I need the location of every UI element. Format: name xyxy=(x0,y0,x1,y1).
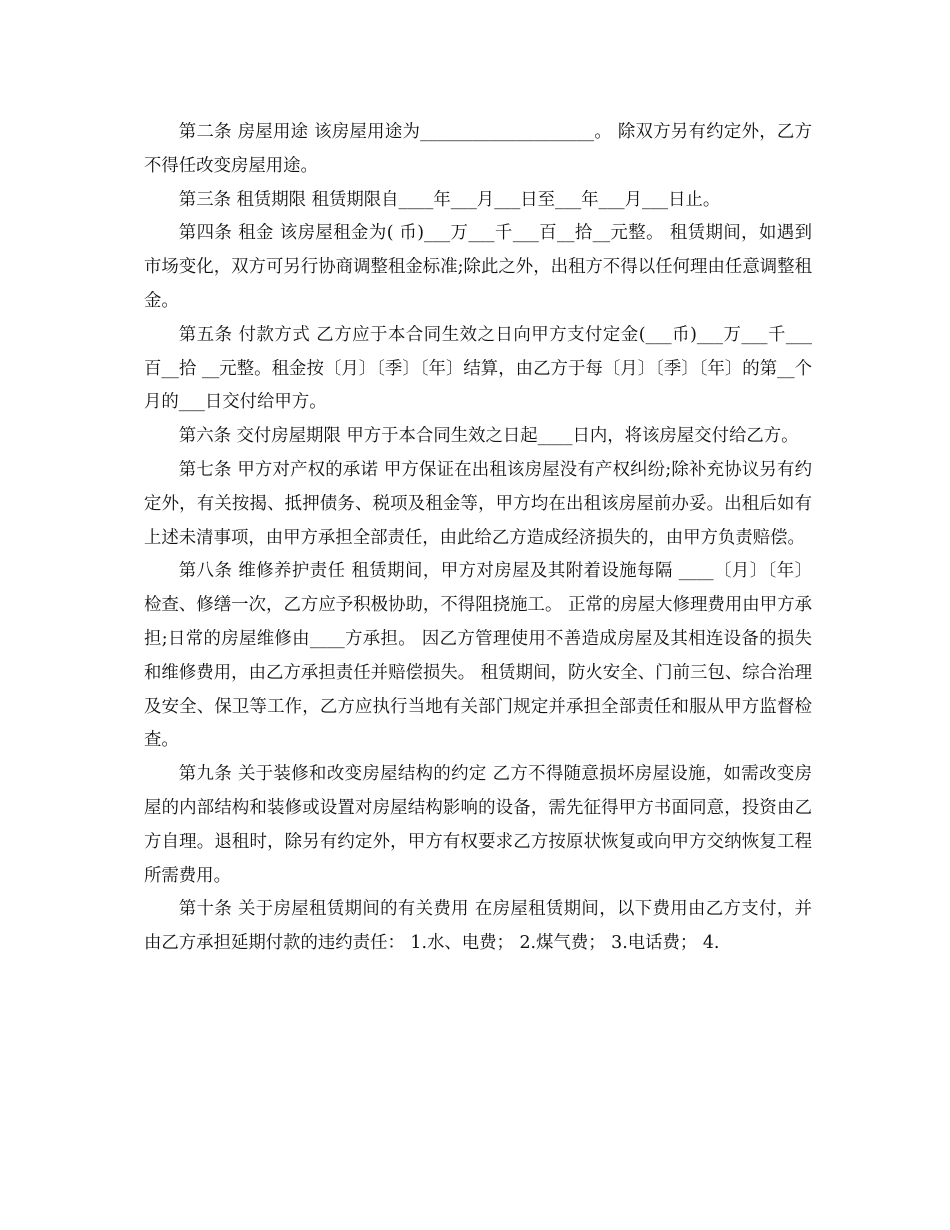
clause-4-paragraph: 第四条 租金 该房屋租金为( 币)___万___千___百__拾__元整。 租赁期间，如遇到市场变化，双方可另行协商调整租金标准;除此之外，出租方不得以任何理由任意调整租金。 xyxy=(144,223,812,311)
clause-7-paragraph: 第七条 甲方对产权的承诺 甲方保证在出租该房屋没有产权纠纷;除补充协议另有约定外，有关按揭、抵押债务、税项及租金等，甲方均在出租该房屋前办妥。出租后如有上述未清事项，由甲方承担全部责任，由此给乙方造成经济损失的，由甲方负责赔偿。 xyxy=(144,459,812,548)
clause-5-paragraph: 第五条 付款方式 乙方应于本合同生效之日向甲方支付定金(___币)___万___千___百__拾 __元整。租金按〔月〕〔季〕〔年〕结算，由乙方于每〔月〕〔季〕〔年〕的第__个月的___日交付给甲方。 xyxy=(144,324,812,413)
clause-9-paragraph: 第九条 关于装修和改变房屋结构的约定 乙方不得随意损坏房屋设施，如需改变房屋的内部结构和装修或设置对房屋结构影响的设备，需先征得甲方书面同意，投资由乙方自理。退租时，除另有约定外，甲方有权要求乙方按原状恢复或向甲方交纳恢复工程所需费用。 xyxy=(144,764,812,886)
clause-6-paragraph: 第六条 交付房屋期限 甲方于本合同生效之日起____日内，将该房屋交付给乙方。 xyxy=(178,426,799,447)
clause-3-paragraph: 第三条 租赁期限 租赁期限自____年___月___日至___年___月___日止。 xyxy=(178,189,721,210)
document-body xyxy=(144,116,812,961)
clause-8-paragraph: 第八条 维修养护责任 租赁期间，甲方对房屋及其附着设施每隔 ____〔月〕〔年〕检查、修缮一次，乙方应予积极协助，不得阻挠施工。 正常的房屋大修理费用由甲方承担;日常的房屋维修由____方承担。 因乙方管理使用不善造成房屋及其相连设备的损失和维修费用，由乙方承担责任并赔偿损失。 租赁期间，防火安全、门前三包、综合治理及安全、保卫等工作，乙方应执行当地有关部门规定并承担全部责任和服从甲方监督检查。 xyxy=(144,561,812,751)
clause-10-paragraph: 第十条 关于房屋租赁期间的有关费用 在房屋租赁期间，以下费用由乙方支付，并由乙方承担延期付款的违约责任： 1.水、电费； 2.煤气费； 3.电话费； 4. xyxy=(144,899,812,954)
clause-2-paragraph: 第二条 房屋用途 该房屋用途为____________________。 除双方另有约定外，乙方不得任改变房屋用途。 xyxy=(144,122,812,176)
